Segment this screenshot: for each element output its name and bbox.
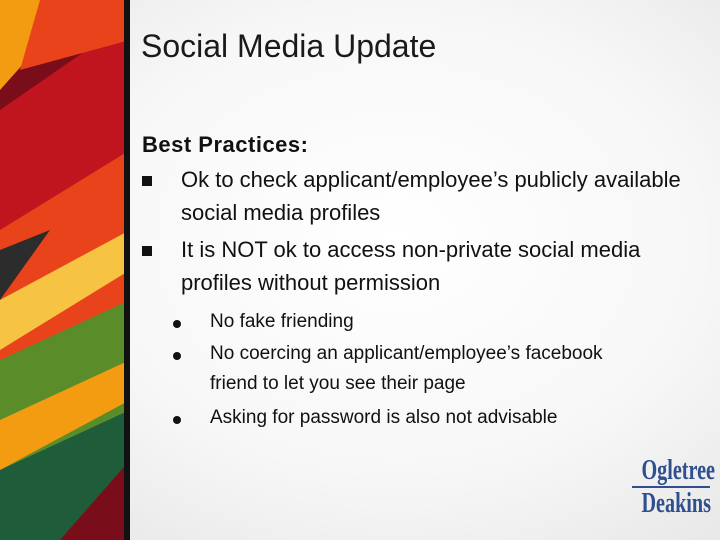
section-heading: Best Practices: bbox=[142, 132, 309, 157]
bullet-text: Ok to check applicant/employee’s publicly available social media profiles bbox=[181, 167, 681, 225]
slide-title: Social Media Update bbox=[141, 28, 437, 64]
square-bullet-icon bbox=[142, 176, 152, 186]
square-bullet-icon bbox=[142, 246, 152, 256]
round-bullet-icon bbox=[173, 352, 181, 360]
round-bullet-icon bbox=[173, 416, 181, 424]
sub-bullet-text: No coercing an applicant/employee’s facebook friend to let you see their page bbox=[210, 343, 603, 394]
round-bullet-icon bbox=[173, 320, 181, 328]
logo-line-2: Deakins bbox=[641, 488, 711, 519]
sub-bullet-text: Asking for password is also not advisable bbox=[210, 407, 558, 428]
ogletree-deakins-logo bbox=[630, 455, 715, 520]
decorative-stripes bbox=[0, 0, 130, 540]
bullet-text: It is NOT ok to access non-private social media profiles without permission bbox=[181, 237, 641, 295]
sub-bullet-text: No fake friending bbox=[210, 311, 354, 332]
logo-line-1: Ogletree bbox=[641, 455, 715, 486]
